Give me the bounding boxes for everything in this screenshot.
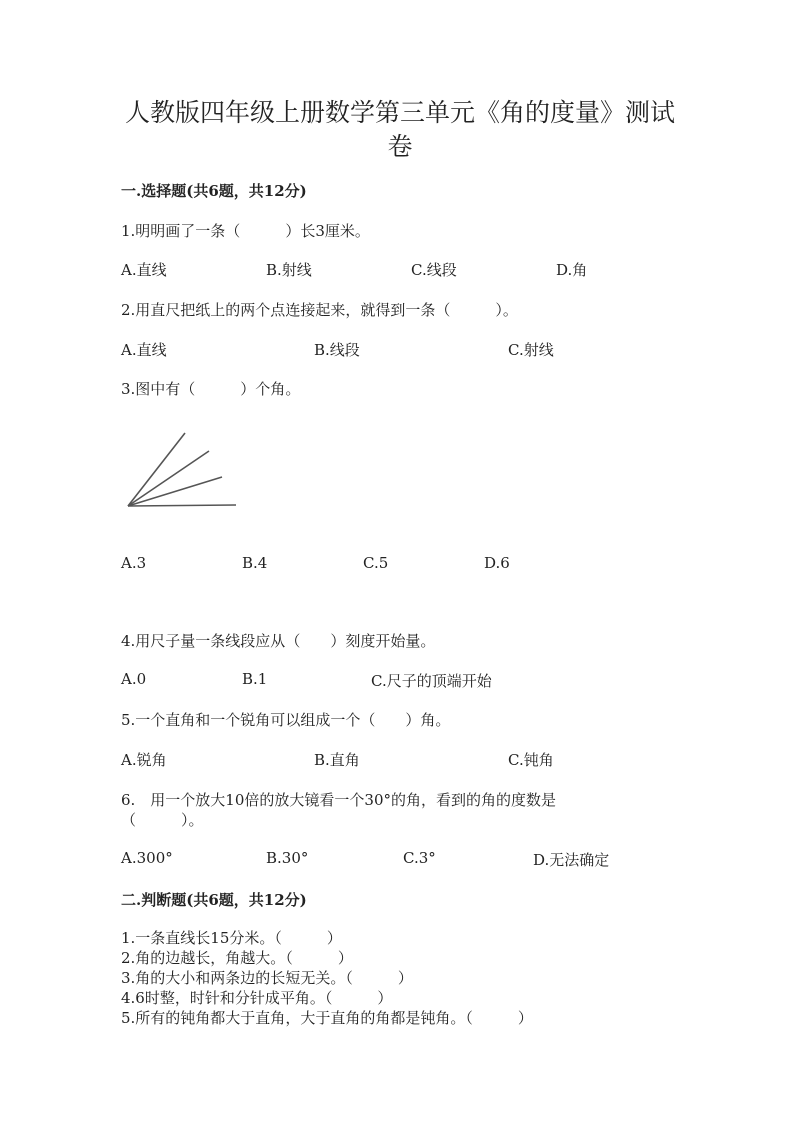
question-6: 6. 用一个放大10倍的放大镜看一个30°的角，看到的角的度数是 [121, 791, 556, 809]
q2-option-c: C.射线 [508, 341, 554, 359]
q1-option-c: C.线段 [411, 261, 457, 279]
q6-option-b: B.30° [266, 849, 309, 867]
q1-option-a: A.直线 [121, 261, 167, 279]
judgement-item-5: 5.所有的钝角都大于直角，大于直角的角都是钝角。（ ） [121, 1009, 533, 1027]
q4-option-a: A.0 [121, 670, 147, 688]
judgement-item-3: 3.角的大小和两条边的长短无关。（ ） [121, 969, 413, 987]
question-6-continued: （ ）。 [121, 811, 204, 829]
section-heading-choice: 一.选择题(共6题，共12分) [121, 182, 307, 200]
question-3: 3.图中有（ ）个角。 [121, 380, 301, 398]
question-5: 5.一个直角和一个锐角可以组成一个（ ）角。 [121, 711, 451, 729]
q1-option-b: B.射线 [266, 261, 312, 279]
question-2: 2.用直尺把纸上的两个点连接起来，就得到一条（ ）。 [121, 301, 518, 319]
q1-option-d: D.角 [556, 261, 588, 279]
q4-option-c: C.尺子的顶端开始 [371, 672, 492, 690]
q5-option-b: B.直角 [314, 751, 360, 769]
q6-option-c: C.3° [403, 849, 436, 867]
page-title-continued: 卷 [387, 132, 413, 161]
question-4: 4.用尺子量一条线段应从（ ）刻度开始量。 [121, 632, 436, 650]
judgement-item-2: 2.角的边越长，角越大。（ ） [121, 949, 353, 967]
q3-option-d: D.6 [484, 554, 510, 572]
q6-option-d: D.无法确定 [533, 851, 610, 869]
page-title: 人教版四年级上册数学第三单元《角的度量》测试 [124, 98, 675, 127]
q3-option-c: C.5 [363, 554, 389, 572]
question-1: 1.明明画了一条（ ）长3厘米。 [121, 222, 370, 240]
q3-option-b: B.4 [242, 554, 268, 572]
q5-option-c: C.钝角 [508, 751, 554, 769]
section-heading-judgement: 二.判断题(共6题，共12分) [121, 891, 307, 909]
judgement-item-1: 1.一条直线长15分米。（ ） [121, 929, 342, 947]
q5-option-a: A.锐角 [121, 751, 167, 769]
q4-option-b: B.1 [242, 670, 268, 688]
judgement-item-4: 4.6时整，时针和分针成平角。（ ） [121, 989, 393, 1007]
q2-option-a: A.直线 [121, 341, 167, 359]
q3-option-a: A.3 [121, 554, 147, 572]
q6-option-a: A.300° [121, 849, 173, 867]
rays-angle-figure [118, 425, 248, 515]
q2-option-b: B.线段 [314, 341, 360, 359]
